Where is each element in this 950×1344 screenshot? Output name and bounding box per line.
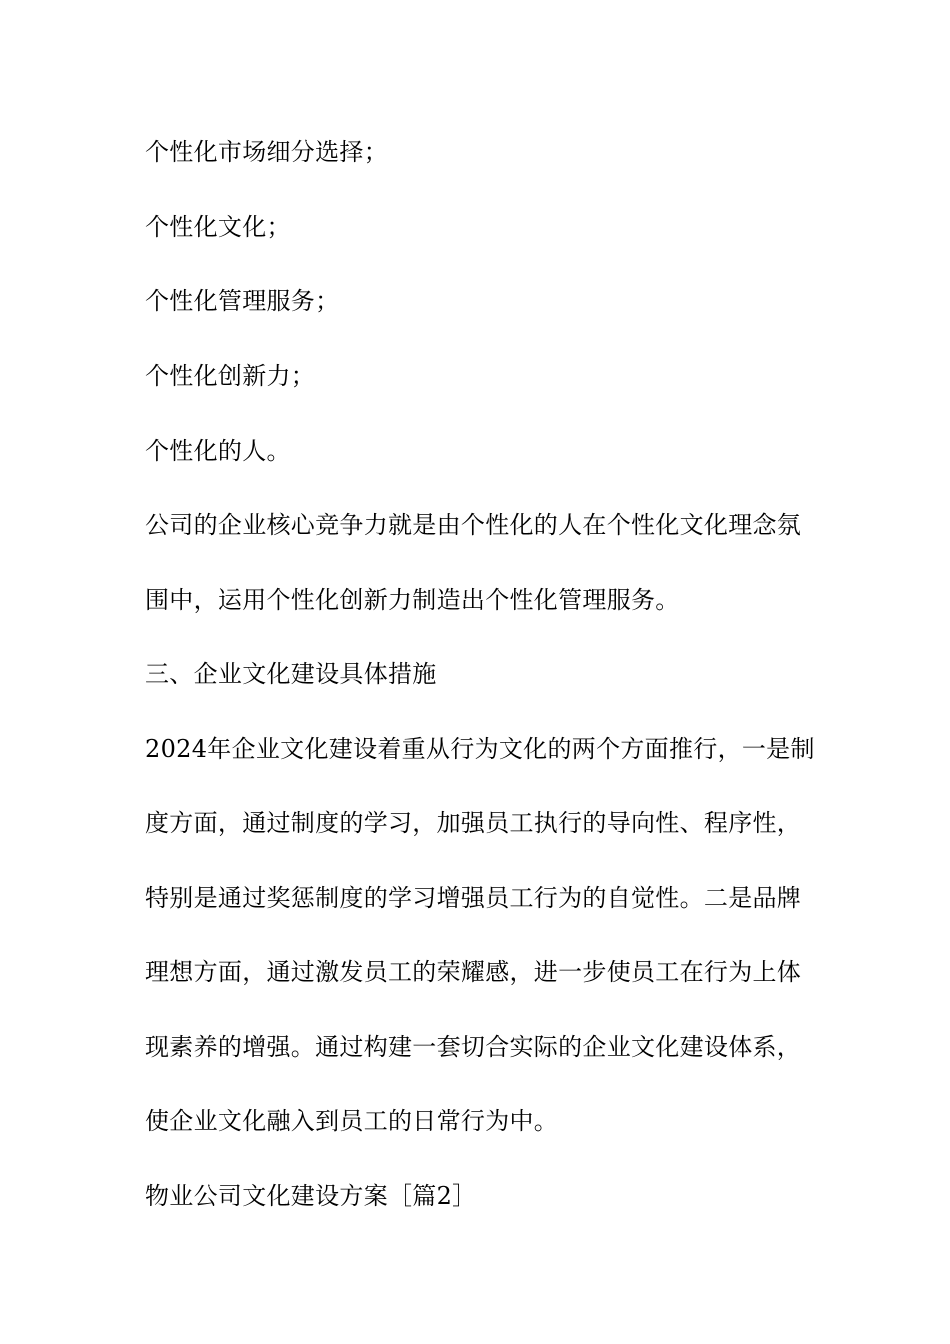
list-item-people: 个性化的人。 bbox=[145, 437, 291, 465]
paragraph-core-competence-line-1: 公司的企业核心竞争力就是由个性化的人在个性化文化理念氛 bbox=[145, 511, 802, 539]
list-item-culture: 个性化文化； bbox=[145, 213, 291, 241]
paragraph-measures-line-4: 理想方面，通过激发员工的荣耀感，进一步使员工在行为上体 bbox=[145, 958, 802, 986]
paragraph-measures-line-6: 使企业文化融入到员工的日常行为中。 bbox=[145, 1107, 559, 1135]
paragraph-measures-line-2: 度方面，通过制度的学习，加强员工执行的导向性、程序性， bbox=[145, 809, 802, 837]
paragraph-measures-line-3: 特别是通过奖惩制度的学习增强员工行为的自觉性。二是品牌 bbox=[145, 884, 802, 912]
paragraph-core-competence-line-2: 围中，运用个性化创新力制造出个性化管理服务。 bbox=[145, 586, 680, 614]
list-item-market-segmentation: 个性化市场细分选择； bbox=[145, 138, 388, 166]
paragraph-measures-line-5: 现素养的增强。通过构建一套切合实际的企业文化建设体系， bbox=[145, 1033, 802, 1061]
paragraph-measures-line-1: 2024年企业文化建设着重从行为文化的两个方面推行，一是制 bbox=[145, 735, 815, 763]
list-item-innovation: 个性化创新力； bbox=[145, 362, 316, 390]
section-title-plan-part-2: 物业公司文化建设方案［篇2］ bbox=[145, 1182, 477, 1210]
list-item-management-service: 个性化管理服务； bbox=[145, 287, 340, 315]
section-heading-measures: 三、企业文化建设具体措施 bbox=[145, 660, 437, 688]
